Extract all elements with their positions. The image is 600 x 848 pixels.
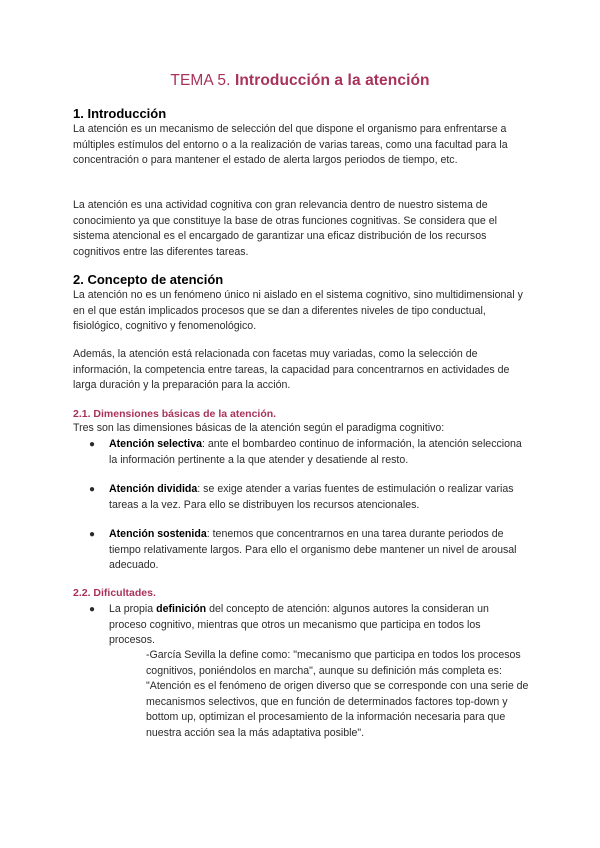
section-2-paragraph-1: La atención no es un fenómeno único ni aislado en el sistema cognitivo, sino multidimensional y en el que están implicados procesos que se dan a diferentes niveles de tipo conductual, fisiológico, cognitivo y fenomenológico. xyxy=(73,289,523,333)
section-2-paragraph-2: Además, la atención está relacionada con facetas muy variadas, como la selección de información, la competencia entre tareas, la capacidad para concentrarnos en actividades de larga duración y la preparación para la acción. xyxy=(73,348,510,392)
bullet-icon: ● xyxy=(89,604,96,615)
subsection-2-1-heading: 2.1. Dimensiones básicas de la atención. xyxy=(73,408,277,420)
title-name: Introducción a la atención xyxy=(234,72,430,89)
section-1-heading: 1. Introducción xyxy=(73,106,167,121)
list-item-term: Atención dividida xyxy=(109,483,198,495)
list-item-text: : se exige atender a varias fuentes de estimulación o realizar varias tareas a la vez. Para ello se distribuyen los recursos atencionales. xyxy=(109,483,514,511)
definition-quote: -García Sevilla la define como: "mecanismo que participa en todos los procesos cognitivos, poniéndolos en marcha", aunque su definición más completa es: "Atención es el fenómeno de origen diverso que se corresponde con una serie de mecanismos selectivos, que en función de determinados factores top-down y bottom up, optimizan el procesamiento de la información necesaria para que nuestra acción sea la más adaptativa posible". xyxy=(146,649,529,739)
list-item-text: : ante el bombardeo continuo de información, la atención selecciona la información pertinente a la que atender y desatiende al resto. xyxy=(109,438,522,466)
list-item xyxy=(109,527,529,574)
section-1-paragraph-1: La atención es un mecanismo de selección del que dispone el organismo para enfrentarse a múltiples estímulos del entorno o a la realización de varias tareas, como una facultad para la concentración o para mantener el estado de alerta largos periodos de tiempo, etc. xyxy=(73,123,508,167)
bullet-icon: ● xyxy=(89,439,96,450)
subsection-2-2-heading: 2.2. Dificultades. xyxy=(73,587,156,599)
list-item-term: Atención sostenida xyxy=(109,528,207,540)
section-1-paragraph-2: La atención es una actividad cognitiva con gran relevancia dentro de nuestro sistema de conocimiento ya que constituye la base de otras funciones cognitivas. Se considera que el sistema atencional es el encargado de garantizar una eficaz distribución de los recursos cognitivos entre las diferentes tareas. xyxy=(73,199,498,258)
bullet-icon: ● xyxy=(89,484,96,495)
list-item-term: definición xyxy=(156,603,207,615)
section-2-heading: 2. Concepto de atención xyxy=(73,272,224,287)
list-item-prefix: La propia xyxy=(109,603,157,615)
list-item-text: del concepto de atención: algunos autores la consideran un proceso cognitivo, mientras que otros un mecanismo que participa en todos los procesos. xyxy=(109,603,489,647)
title-number: TEMA 5. xyxy=(170,72,231,89)
subsection-2-1-intro: Tres son las dimensiones básicas de la atención según el paradigma cognitivo: xyxy=(73,422,445,434)
page-title xyxy=(0,72,600,90)
list-item xyxy=(109,437,529,468)
list-item xyxy=(109,482,529,513)
list-item xyxy=(109,602,529,649)
list-item-term: Atención selectiva xyxy=(109,438,203,450)
list-item-text: : tenemos que concentrarnos en una tarea durante periodos de tiempo relativamente largos. Para ello el organismo debe mantener un nivel de arousal adecuado. xyxy=(109,528,517,572)
bullet-icon: ● xyxy=(89,529,96,540)
